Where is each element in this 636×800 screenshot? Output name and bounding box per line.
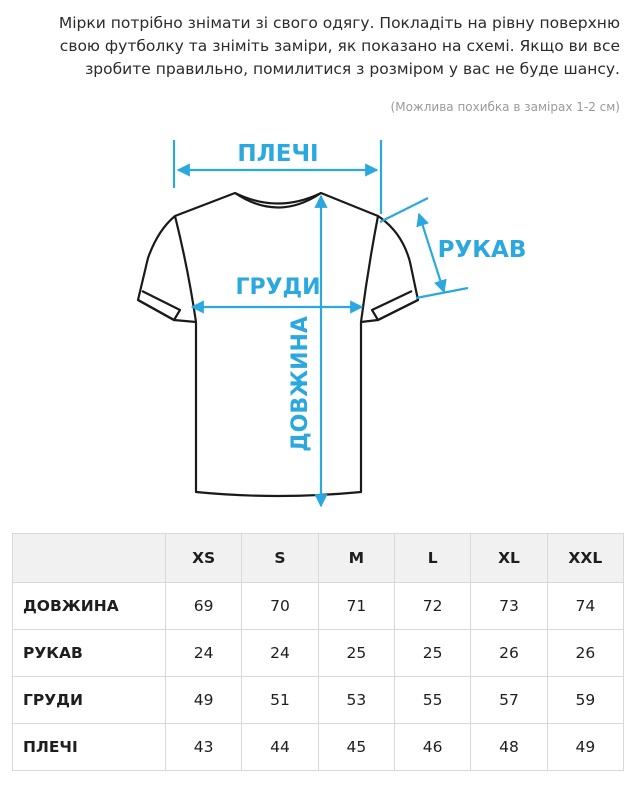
- chest-measure: [192, 275, 362, 307]
- length-measure: [288, 196, 321, 506]
- label-shoulders: ПЛЕЧІ: [237, 141, 319, 167]
- row-label: РУКАВ: [13, 630, 166, 677]
- table-cell: 72: [394, 583, 470, 630]
- size-table: [12, 533, 624, 771]
- table-cell: 73: [471, 583, 547, 630]
- table-cell: 49: [547, 724, 623, 771]
- label-length: ДОВЖИНА: [288, 316, 313, 452]
- table-cell: 69: [166, 583, 242, 630]
- table-row: [13, 724, 624, 771]
- table-cell: 24: [242, 630, 318, 677]
- table-cell: 24: [166, 630, 242, 677]
- size-table-header: [13, 534, 624, 583]
- table-row: [13, 630, 624, 677]
- table-cell: 71: [318, 583, 394, 630]
- table-cell: 51: [242, 677, 318, 724]
- row-label: ПЛЕЧІ: [13, 724, 166, 771]
- table-cell: 46: [394, 724, 470, 771]
- table-cell: 55: [394, 677, 470, 724]
- sleeve-measure: [380, 198, 526, 298]
- table-cell: 25: [318, 630, 394, 677]
- table-cell: 44: [242, 724, 318, 771]
- table-cell: 25: [394, 630, 470, 677]
- table-cell: 49: [166, 677, 242, 724]
- table-cell: 43: [166, 724, 242, 771]
- label-chest: ГРУДИ: [235, 275, 321, 300]
- table-row: [13, 677, 624, 724]
- table-cell: 57: [471, 677, 547, 724]
- table-cell: 26: [471, 630, 547, 677]
- intro-line-2: свою футболку та зніміть заміри, як показано на схемі. Якщо ви все: [59, 37, 620, 55]
- tshirt-outline-icon: [138, 193, 418, 496]
- label-sleeve: РУКАВ: [437, 237, 527, 263]
- table-row: [13, 583, 624, 630]
- table-cell: 45: [318, 724, 394, 771]
- intro-line-1: Мірки потрібно знімати зі свого одягу. Покладіть на рівну поверхню: [58, 14, 620, 32]
- size-header: S: [242, 534, 318, 583]
- tolerance-note: (Можлива похибка в замірах 1-2 см): [390, 100, 620, 114]
- size-header: L: [394, 534, 470, 583]
- row-label: ГРУДИ: [13, 677, 166, 724]
- measurement-diagram: [0, 120, 636, 520]
- table-cell: 74: [547, 583, 623, 630]
- size-header: XXL: [547, 534, 623, 583]
- size-header: XL: [471, 534, 547, 583]
- corner-cell: [13, 534, 166, 583]
- table-cell: 53: [318, 677, 394, 724]
- row-label: ДОВЖИНА: [13, 583, 166, 630]
- table-cell: 48: [471, 724, 547, 771]
- intro-text: [20, 12, 620, 81]
- table-cell: 26: [547, 630, 623, 677]
- size-header: M: [318, 534, 394, 583]
- size-header: XS: [166, 534, 242, 583]
- table-cell: 59: [547, 677, 623, 724]
- table-cell: 70: [242, 583, 318, 630]
- intro-line-3: зробите правильно, помилитися з розміром у вас не буде шансу.: [85, 60, 620, 78]
